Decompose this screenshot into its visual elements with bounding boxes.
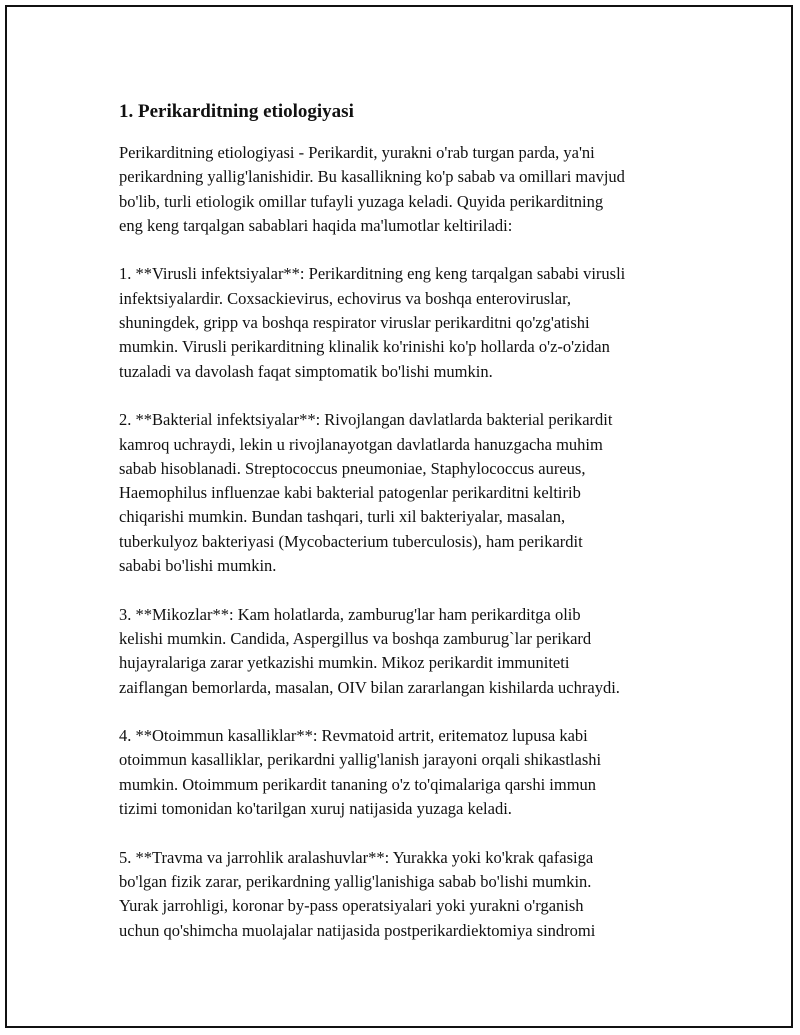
paragraph-line: Yurak jarrohligi, koronar by-pass operatsiyalari yoki yurakni o'rganish — [119, 896, 584, 916]
document-body — [119, 99, 709, 967]
paragraph-line: infektsiyalardir. Coxsackievirus, echovirus va boshqa enteroviruslar, — [119, 288, 572, 308]
paragraph-line: tizimi tomonidan ko'tarilgan xuruj natijasida yuzaga keladi. — [119, 799, 512, 819]
paragraph-line: bo'lgan fizik zarar, perikardning yallig'lanishiga sabab bo'lishi mumkin. — [119, 871, 592, 891]
paragraph-line: otoimmun kasalliklar, perikardni yallig'lanish jarayoni orqali shikastlashi — [119, 750, 602, 770]
autoimmune-paragraph — [119, 724, 709, 821]
paragraph-line: mumkin. Virusli perikarditning klinalik ko'rinishi ko'p hollarda o'z-o'zidan — [119, 337, 610, 357]
paragraph-line: uchun qo'shimcha muolajalar natijasida postperikardiektomiya sindromi — [119, 920, 596, 940]
paragraph-line: mumkin. Otoimmum perikardit tananing o'z to'qimalariga qarshi immun — [119, 774, 597, 794]
paragraph-line: bo'lib, turli etiologik omillar tufayli yuzaga keladi. Quyida perikarditning — [119, 191, 604, 211]
paragraph-line: zaiflangan bemorlarda, masalan, OIV bilan zararlangan kishilarda uchraydi. — [119, 677, 620, 697]
paragraph-line: perikardning yallig'lanishidir. Bu kasallikning ko'p sabab va omillari mavjud — [119, 167, 625, 187]
paragraph-line: Perikarditning etiologiyasi - Perikardit, yurakni o'rab turgan parda, ya'ni — [119, 143, 595, 162]
page-frame — [5, 5, 793, 1028]
paragraph-line: 3. **Mikozlar**: Kam holatlarda, zamburug'lar ham perikarditga olib — [119, 604, 581, 624]
paragraph-line: 1. **Virusli infektsiyalar**: Perikarditning eng keng tarqalgan sababi virusli — [119, 264, 626, 284]
trauma-surgery-paragraph — [119, 846, 709, 943]
paragraph-line: shuningdek, gripp va boshqa respirator viruslar perikarditni qo'zg'atishi — [119, 313, 590, 333]
paragraph-line: kelishi mumkin. Candida, Aspergillus va boshqa zamburug`lar perikard — [119, 628, 592, 648]
paragraph-line: tuberkulyoz bakteriyasi (Mycobacterium tuberculosis), ham perikardit — [119, 531, 583, 551]
paragraph-line: 5. **Travma va jarrohlik aralashuvlar**: Yurakka yoki ko'krak qafasiga — [119, 847, 594, 867]
paragraph-line: sababi bo'lishi mumkin. — [119, 556, 277, 576]
mycoses-paragraph — [119, 603, 709, 700]
paragraph-line: tuzaladi va davolash faqat simptomatik bo'lishi mumkin. — [119, 361, 493, 381]
paragraph-line: 4. **Otoimmun kasalliklar**: Revmatoid artrit, eritematoz lupusa kabi — [119, 726, 588, 746]
paragraph-line: chiqarishi mumkin. Bundan tashqari, turli xil bakteriyalar, masalan, — [119, 507, 566, 527]
bacterial-infections-paragraph — [119, 408, 709, 578]
paragraph-line: sabab hisoblanadi. Streptococcus pneumoniae, Staphylococcus aureus, — [119, 458, 586, 478]
viral-infections-paragraph — [119, 262, 709, 383]
paragraph-line: eng keng tarqalgan sabablari haqida ma'lumotlar keltiriladi: — [119, 215, 513, 235]
intro-paragraph — [119, 141, 709, 238]
paragraph-line: hujayralariga zarar yetkazishi mumkin. Mikoz perikardit immuniteti — [119, 653, 570, 673]
paragraph-line: 2. **Bakterial infektsiyalar**: Rivojlangan davlatlarda bakterial perikardit — [119, 410, 613, 430]
paragraph-line: kamroq uchraydi, lekin u rivojlanayotgan davlatlarda hanuzgacha muhim — [119, 434, 603, 454]
page-title: 1. Perikarditning etiologiyasi — [119, 101, 354, 122]
paragraph-line: Haemophilus influenzae kabi bakterial patogenlar perikarditni keltirib — [119, 483, 581, 503]
